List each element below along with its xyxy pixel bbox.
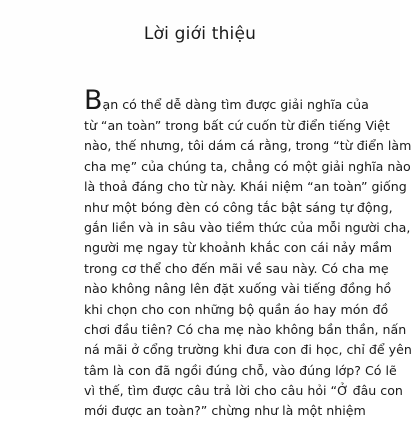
text-line: ná mãi ở cổng trường khi đưa con đi học, chỉ để yên xyxy=(84,342,412,358)
text-line: vì thế, tìm được câu trả lời cho câu hỏi “Ở đâu con xyxy=(84,383,403,399)
text-line: từ “an toàn” trong bất cứ cuốn từ điển tiếng Việt xyxy=(84,118,390,133)
text-line: cha mẹ” của chúng ta, chẳng có một giải nghĩa nào xyxy=(84,158,411,174)
text-line: nào, thế nhưng, tôi dám cá rằng, trong “từ điển làm xyxy=(84,138,412,154)
text-line: trong cơ thể cho đến mãi về sau này. Có cha mẹ xyxy=(84,260,389,276)
text-line-1 xyxy=(84,86,384,116)
text-line: người mẹ ngay từ khoảnh khắc con cái nảy mầm xyxy=(84,240,393,256)
text-line: nào không nâng lên đặt xuống vài tiếng đồng hồ xyxy=(84,281,392,297)
text-line: là thoả đáng cho từ này. Khái niệm “an toàn” giống xyxy=(84,179,407,195)
text-line: gắn liền và in sâu vào tiềm thức của mỗi người cha, xyxy=(84,219,411,235)
text-line-1-rest: ạn có thể dễ dàng tìm được giải nghĩa của xyxy=(102,97,369,112)
body-paragraph xyxy=(84,85,412,422)
text-line: mới được an toàn?” chừng như là một nhiệm xyxy=(84,403,366,419)
drop-cap-letter: B xyxy=(84,85,103,116)
text-line: chơi đầu tiên? Có cha mẹ nào không bần thần, nấn xyxy=(84,321,407,337)
text-line: như một bóng đèn có công tắc bật sáng tự động, xyxy=(84,199,393,215)
text-line: khi chọn cho con những bộ quần áo hay món đồ xyxy=(84,301,389,317)
text-line: tâm là con đã ngồi đúng chỗ, vào đúng lớp? Có lẽ xyxy=(84,362,397,378)
page-title: Lời giới thiệu xyxy=(143,24,257,44)
